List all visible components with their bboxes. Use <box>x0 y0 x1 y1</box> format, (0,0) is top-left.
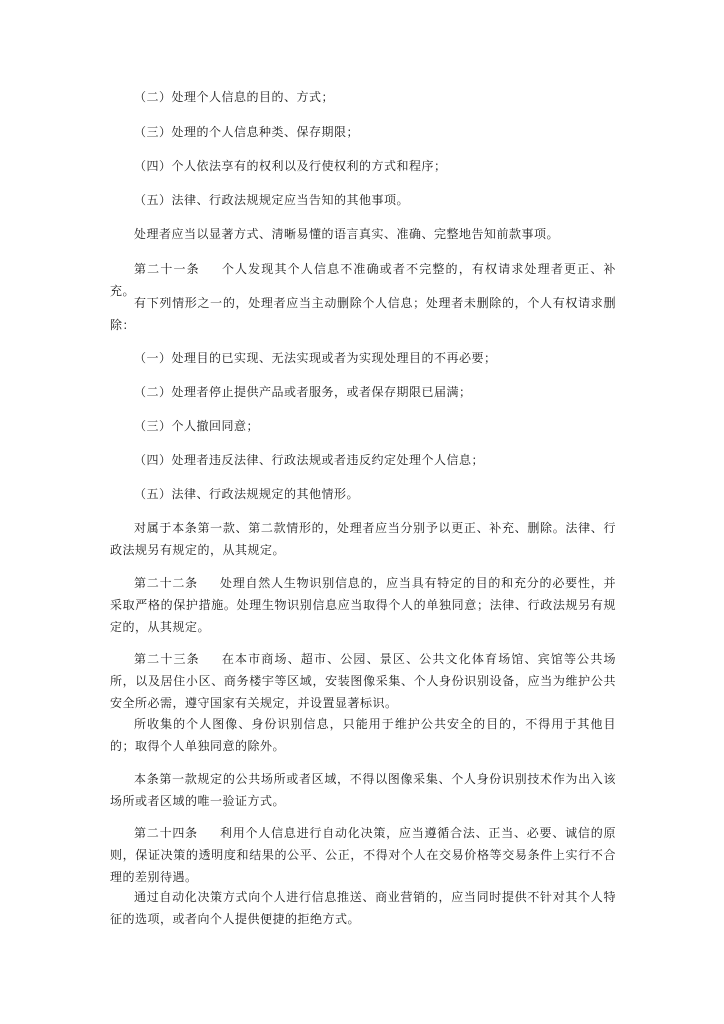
paragraph-deletion-item-4: （四）处理者违反法律、行政法规或者违反约定处理个人信息； <box>134 453 485 467</box>
article-24-number: 第二十四条 <box>134 826 198 840</box>
paragraph-deletion-item-5: （五）法律、行政法规规定的其他情形。 <box>134 487 360 501</box>
paragraph-item-3-types: （三）处理的个人信息种类、保存期限； <box>134 125 360 139</box>
article-24 <box>110 822 616 888</box>
paragraph-collected-images-use: 所收集的个人图像、身份识别信息，只能用于维护公共安全的目的，不得用于其他目的；取得个人单独同意的除外。 <box>110 717 616 753</box>
paragraph-sole-verification: 本条第一款规定的公共场所或者区域，不得以图像采集、个人身份识别技术作为出入该场所或者区域的唯一验证方式。 <box>110 772 616 808</box>
paragraph-item-5-other: （五）法律、行政法规规定应当告知的其他事项。 <box>134 193 410 207</box>
article-22-number: 第二十二条 <box>134 576 198 590</box>
paragraph-item-4-rights: （四）个人依法享有的权利以及行使权利的方式和程序； <box>134 159 447 173</box>
paragraph-correction-rule: 对属于本条第一款、第二款情形的，处理者应当分别予以更正、补充、删除。法律、行政法规另有规定的，从其规定。 <box>110 521 616 557</box>
article-24-text: 利用个人信息进行自动化决策，应当遵循合法、正当、必要、诚信的原则，保证决策的透明度和结果的公平、公正，不得对个人在交易价格等交易条件上实行不合理的差别待遇。 <box>110 826 616 884</box>
paragraph-deletion-item-3: （三）个人撤回同意； <box>134 419 260 433</box>
paragraph-deletion-intro: 有下列情形之一的，处理者应当主动删除个人信息；处理者未删除的，个人有权请求删除： <box>110 296 616 332</box>
article-23-text: 在本市商场、超市、公园、景区、公共文化体育场馆、宾馆等公共场所，以及居住小区、商务楼宇等区域，安装图像采集、个人身份识别设备，应当为维护公共安全所必需，遵守国家有关规定，并设置显著标识。 <box>110 652 616 710</box>
paragraph-automated-marketing: 通过自动化决策方式向个人进行信息推送、商业营销的，应当同时提供不针对其个人特征的选项，或者向个人提供便捷的拒绝方式。 <box>110 890 616 926</box>
article-23 <box>110 648 616 714</box>
paragraph-deletion-item-2: （二）处理者停止提供产品或者服务，或者保存期限已届满； <box>134 385 472 399</box>
paragraph-item-2-purpose: （二）处理个人信息的目的、方式； <box>134 90 335 104</box>
article-21-number: 第二十一条 <box>134 262 200 276</box>
article-22-text: 处理自然人生物识别信息的，应当具有特定的目的和充分的必要性，并采取严格的保护措施。处理生物识别信息应当取得个人的单独同意；法律、行政法规另有规定的，从其规定。 <box>110 576 616 634</box>
article-23-number: 第二十三条 <box>134 652 200 666</box>
article-22 <box>110 572 616 638</box>
paragraph-deletion-item-1: （一）处理目的已实现、无法实现或者为实现处理目的不再必要； <box>134 351 497 365</box>
article-21-text: 个人发现其个人信息不准确或者不完整的，有权请求处理者更正、补充。 <box>110 262 616 298</box>
paragraph-notice-requirement: 处理者应当以显著方式、清晰易懂的语言真实、准确、完整地告知前款事项。 <box>134 227 560 241</box>
